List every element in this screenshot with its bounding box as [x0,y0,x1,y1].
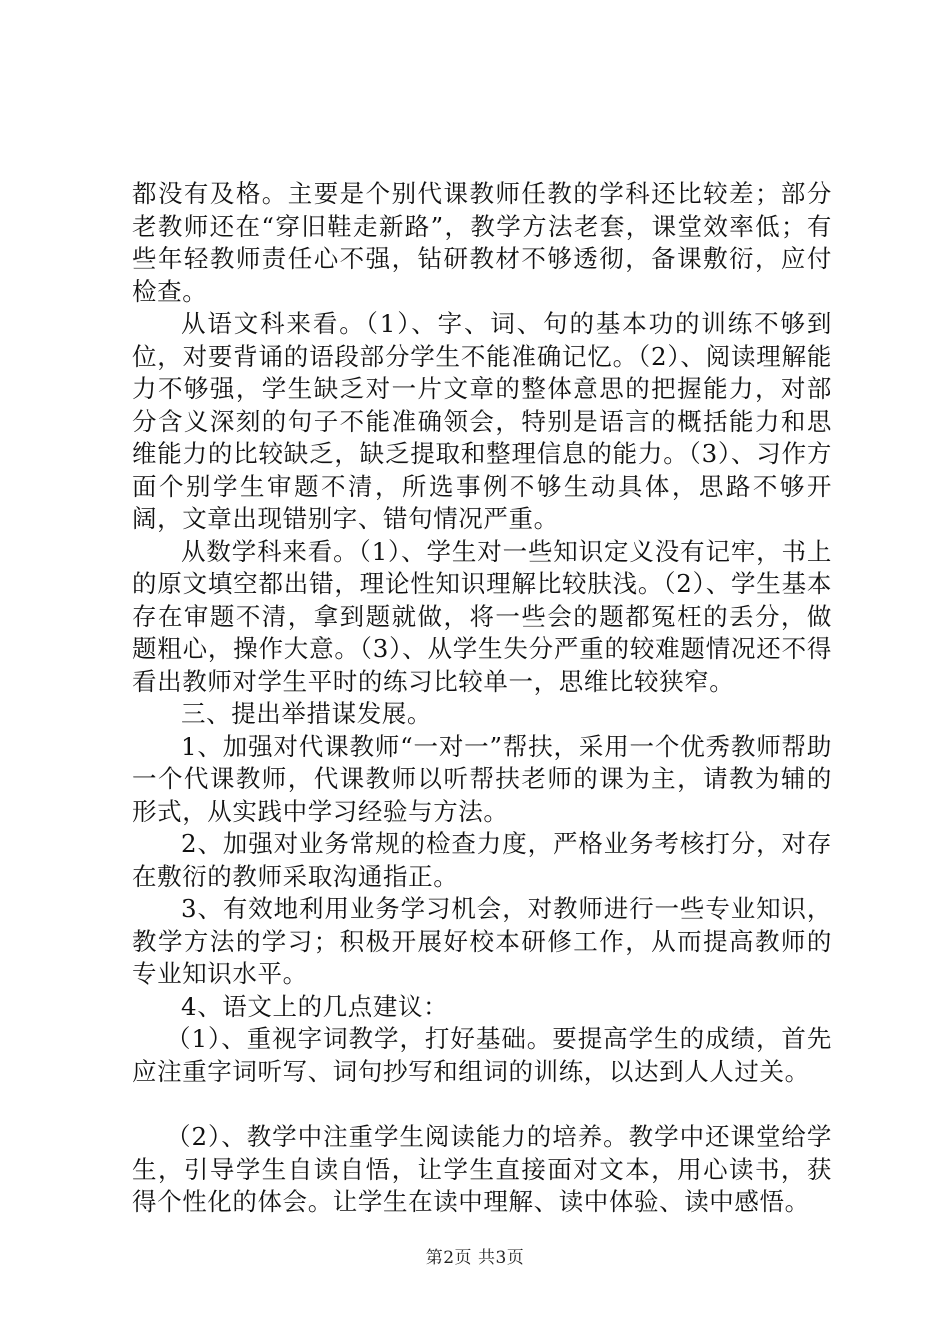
section-heading-measures: 三、提出举措谋发展。 [181,699,432,728]
paragraph-suggestion-1: （1）、重视字词教学，打好基础。要提高学生的成绩，首先应注重字词听写、词句抄写和组词的训练，以达到人人过关。 [132,1024,832,1086]
paragraph-chinese-analysis: 从语文科来看。（1）、字、词、句的基本功的训练不够到位，对要背诵的语段部分学生不能准确记忆。（2）、阅读理解能力不够强，学生缺乏对一片文章的整体意思的把握能力，对部分含义深刻的句子不能准确领会，特别是语言的概括能力和思维能力的比较缺乏，缺乏提取和整理信息的能力。（3）、习作方面个别学生审题不清，所选事例不够生动具体，思路不够开阔，文章出现错别字、错句情况严重。 [132,309,832,533]
paragraph-measure-4: 4、语文上的几点建议： [181,991,449,1021]
paragraph-measure-2: 2、加强对业务常规的检查力度，严格业务考核打分，对存在敷衍的教师采取沟通指正。 [132,829,832,891]
paragraph-measure-1: 1、加强对代课教师“一对一”帮扶，采用一个优秀教师帮助一个代课教师，代课教师以听帮扶老师的课为主，请教为辅的形式，从实践中学习经验与方法。 [132,731,832,826]
document-body [132,178,832,1219]
paragraph-measure-3: 3、有效地利用业务学习机会，对教师进行一些专业知识，教学方法的学习；积极开展好校本研修工作，从而提高教师的专业知识水平。 [132,894,832,988]
paragraph-math-analysis: 从数学科来看。（1）、学生对一些知识定义没有记牢，书上的原文填空都出错，理论性知识理解比较肤浅。（2）、学生基本存在审题不清，拿到题就做，将一些会的题都冤枉的丢分，做题粗心，操作大意。（3）、从学生失分严重的较难题情况还不得看出教师对学生平时的练习比较单一，思维比较狭窄。 [132,536,832,696]
paragraph-continuation: 都没有及格。主要是个别代课教师任教的学科还比较差；部分老教师还在“穿旧鞋走新路”，教学方法老套，课堂效率低；有些年轻教师责任心不强，钻研教材不够透彻，备课敷衍，应付检查。 [132,179,832,306]
page-number-footer: 第2页 共3页 [425,1248,525,1268]
paragraph-suggestion-2: （2）、教学中注重学生阅读能力的培养。教学中还课堂给学生，引导学生自读自悟，让学生直接面对文本，用心读书，获得个性化的体会。让学生在读中理解、读中体验、读中感悟。 [132,1122,832,1216]
